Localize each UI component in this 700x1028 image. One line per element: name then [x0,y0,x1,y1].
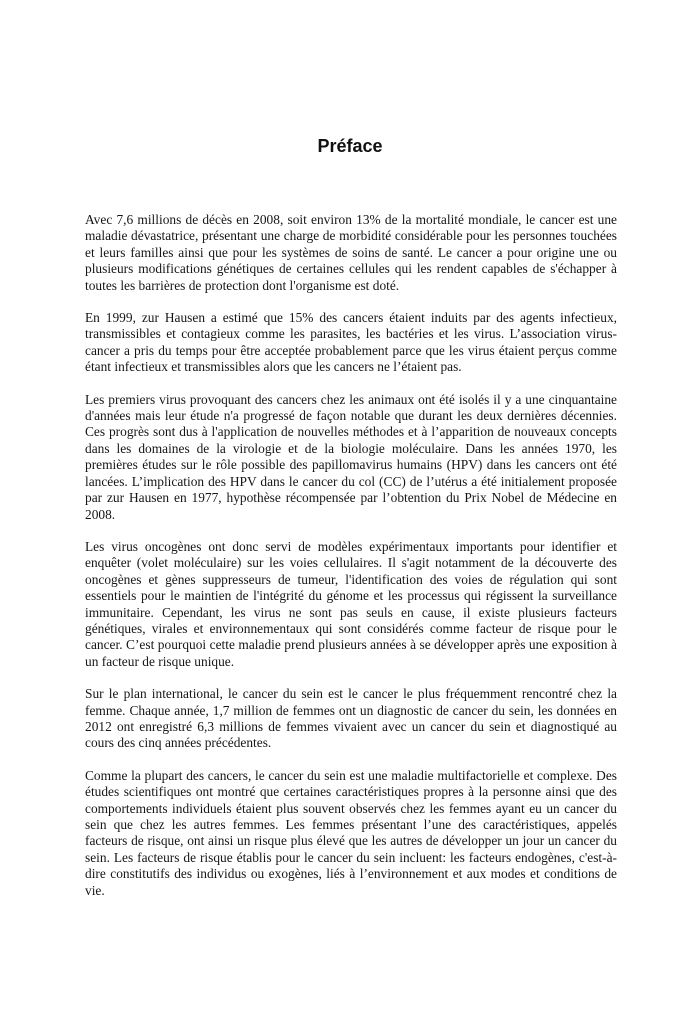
paragraph-4: Les virus oncogènes ont donc servi de modèles expérimentaux importants pour identifier et enquêter (volet moléculaire) sur les voies cellulaires. Il s'agit notamment de la découverte des oncogènes et gènes suppresseurs de tumeur, l'identification des voies de régulation qui sont essentiels pour le maintien de l'intégrité du génome et les processus qui régissent la surveillance immunitaire. Cependant, les virus ne sont pas seuls en cause, il existe plusieurs facteurs génétiques, virales et environnementaux qui sont considérés comme facteur de risque pour le cancer. C’est pourquoi cette maladie prend plusieurs années à se développer après une exposition à un facteur de risque unique. [85,538,617,669]
paragraph-3: Les premiers virus provoquant des cancers chez les animaux ont été isolés il y a une cinquantaine d'années mais leur étude n'a progressé de façon notable que durant les deux dernières décennies. Ces progrès sont dus à l'application de nouvelles méthodes et à l’apparition de nouveaux concepts dans les domaines de la virologie et de la biologie moléculaire. Dans les années 1970, les premières études sur le rôle possible des papillomavirus humains (HPV) dans les cancers ont été lancées. L’implication des HPV dans le cancer du col (CC) de l’utérus a été initialement proposée par zur Hausen en 1977, hypothèse récompensée par l’obtention du Prix Nobel de Médecine en 2008. [85,391,617,522]
paragraph-5: Sur le plan international, le cancer du sein est le cancer le plus fréquemment rencontré chez la femme. Chaque année, 1,7 million de femmes ont un diagnostic de cancer du sein, les données en 2012 ont enregistré 6,3 millions de femmes vivaient avec un cancer du sein et diagnostiqué au cours des cinq années précédentes. [85,686,617,751]
paragraph-6: Comme la plupart des cancers, le cancer du sein est une maladie multifactorielle et complexe. Des études scientifiques ont montré que certaines caractéristiques propres à la personne ainsi que des comportements individuels étaient plus souvent observés chez les femmes ayant eu un cancer du sein que chez les autres femmes. Les femmes présentant l’une des caractéristiques, appelés facteurs de risque, ont ainsi un risque plus élevé que les autres de développer un jour un cancer du sein. Les facteurs de risque établis pour le cancer du sein incluent: les facteurs endogènes, c'est-à-dire constitutifs des individus ou exogènes, liés à l’environnement et aux modes et conditions de vie. [85,767,617,898]
page-title: Préface [317,136,383,156]
preface-body [85,212,617,915]
paragraph-2: En 1999, zur Hausen a estimé que 15% des cancers étaient induits par des agents infectieux, transmissibles et contagieux comme les parasites, les bactéries et les virus. L’association virus-cancer a pris du temps pour être acceptée probablement parce que les virus étaient perçus comme étant infectieux et transmissibles alors que les cancers ne l’étaient pas. [85,310,617,375]
paragraph-1: Avec 7,6 millions de décès en 2008, soit environ 13% de la mortalité mondiale, le cancer est une maladie dévastatrice, présentant une charge de morbidité considérable pour les personnes touchées et leurs familles ainsi que pour les systèmes de soins de santé. Le cancer a pour origine une ou plusieurs modifications génétiques de certaines cellules qui les rendent capables de s'échapper à toutes les barrières de protection dont l'organisme est doté. [85,212,617,293]
